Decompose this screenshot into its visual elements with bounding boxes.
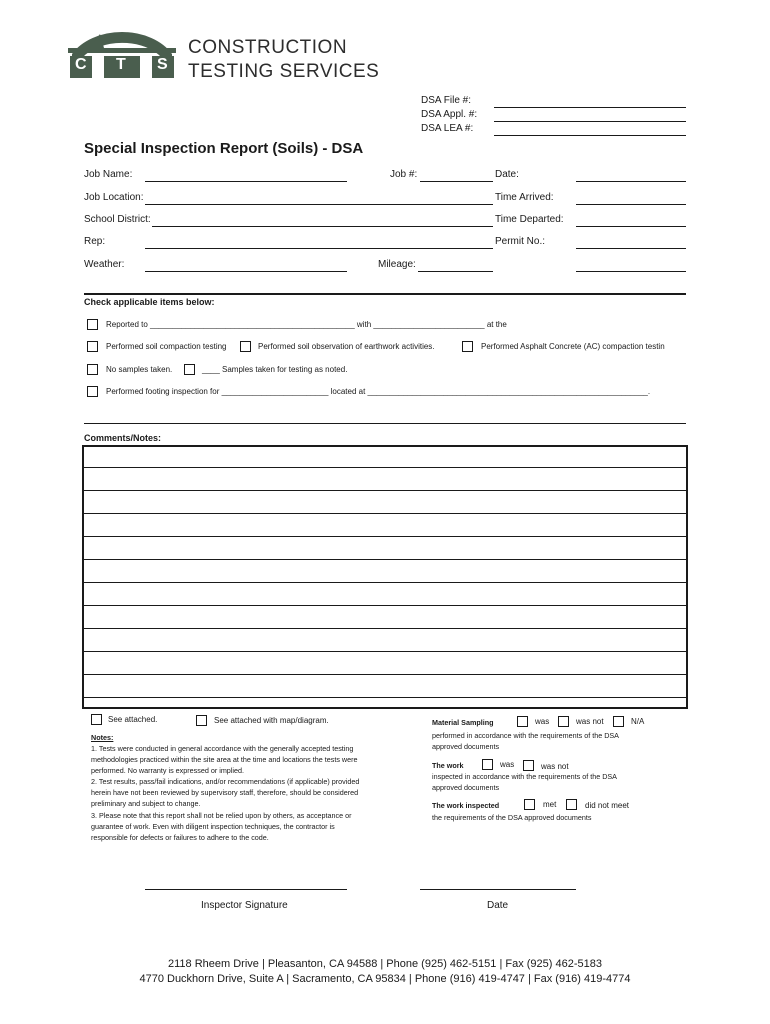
comments-row[interactable] — [84, 536, 686, 537]
comments-row[interactable] — [84, 697, 686, 698]
report-title: Special Inspection Report (Soils) - DSA — [84, 140, 364, 157]
samples-taken-checkbox[interactable] — [184, 364, 195, 375]
asphalt-checkbox[interactable] — [462, 341, 473, 352]
signature-date-label: Date — [487, 900, 509, 911]
comments-row[interactable] — [84, 582, 686, 583]
material-was-text: was — [535, 717, 550, 726]
soil-compaction-text: Performed soil compaction testing — [106, 342, 227, 351]
job-location-label: Job Location: — [84, 192, 144, 203]
asphalt-text: Performed Asphalt Concrete (AC) compaction testin — [481, 342, 665, 351]
material-na-checkbox[interactable] — [613, 716, 624, 727]
company-logo — [64, 20, 180, 82]
dsa-file-label: DSA File #: — [421, 95, 472, 106]
soil-observation-text: Performed soil observation of earthwork activities. — [258, 342, 435, 351]
see-attached-map-text: See attached with map/diagram. — [214, 716, 329, 725]
mileage-label: Mileage: — [378, 259, 416, 270]
dsa-file-field[interactable] — [494, 107, 686, 108]
reported-to-checkbox[interactable] — [87, 319, 98, 330]
comments-row[interactable] — [84, 674, 686, 675]
date-field[interactable] — [576, 181, 686, 182]
job-number-label: Job #: — [390, 169, 418, 180]
material-line2: approved documents — [432, 742, 500, 751]
footing-text: Performed footing inspection for ________________________ located at _______________________________________________________________. — [106, 387, 651, 396]
material-na-text: N/A — [631, 717, 645, 726]
job-name-label: Job Name: — [84, 169, 133, 180]
material-was-checkbox[interactable] — [517, 716, 528, 727]
job-number-field[interactable] — [420, 181, 493, 182]
dsa-appl-label: DSA Appl. #: — [421, 109, 478, 120]
samples-taken-text: ____ Samples taken for testing as noted. — [202, 365, 348, 374]
footer-address-line2: 4770 Duckhorn Drive, Suite A | Sacramento, CA 95834 | Phone (916) 419-4747 | Fax (916) 419-4774 — [139, 973, 631, 985]
see-attached-checkbox[interactable] — [91, 714, 102, 725]
notes-line: 1. Tests were conducted in general accordance with the generally accepted testing — [91, 744, 354, 753]
comments-row[interactable] — [84, 605, 686, 606]
notes-line: preliminary and subject to change. — [91, 799, 201, 808]
material-sampling-label: Material Sampling — [432, 718, 494, 727]
notes-line: guarantee of work. Even with diligent inspection techniques, the contractor is — [91, 822, 335, 831]
no-samples-checkbox[interactable] — [87, 364, 98, 375]
work-was-checkbox[interactable] — [482, 759, 493, 770]
work-inspected-line1: the requirements of the DSA approved documents — [432, 813, 592, 822]
material-was-not-checkbox[interactable] — [558, 716, 569, 727]
inspector-signature-field[interactable] — [145, 889, 347, 890]
work-line2: approved documents — [432, 783, 500, 792]
soil-compaction-checkbox[interactable] — [87, 341, 98, 352]
work-was-text: was — [500, 760, 515, 769]
material-line1: performed in accordance with the requirements of the DSA — [432, 731, 619, 740]
section-divider-2 — [84, 423, 686, 424]
comments-heading: Comments/Notes: — [84, 433, 162, 443]
reported-to-text: Reported to ______________________________________________ with _________________________ at the — [106, 320, 507, 329]
check-heading: Check applicable items below: — [84, 297, 215, 307]
notes-line: methodologies practiced within the site area at the time and locations the tests were — [91, 755, 358, 764]
section-divider — [84, 293, 686, 295]
inspector-signature-label: Inspector Signature — [201, 900, 288, 911]
work-inspected-label: The work inspected — [432, 801, 500, 810]
logo-letter-s: S — [157, 56, 168, 73]
job-location-field[interactable] — [145, 204, 493, 205]
weather-field[interactable] — [145, 271, 347, 272]
footer-address-line1: 2118 Rheem Drive | Pleasanton, CA 94588 | Phone (925) 462-5151 | Fax (925) 462-5183 — [168, 958, 602, 970]
comments-row[interactable] — [84, 513, 686, 514]
date-label: Date: — [495, 169, 519, 180]
footing-checkbox[interactable] — [87, 386, 98, 397]
school-district-field[interactable] — [152, 226, 493, 227]
signature-date-field[interactable] — [420, 889, 576, 890]
job-name-field[interactable] — [145, 181, 347, 182]
weather-label: Weather: — [84, 259, 125, 270]
see-attached-map-checkbox[interactable] — [196, 715, 207, 726]
comments-row[interactable] — [84, 651, 686, 652]
company-name-line1: CONSTRUCTION — [188, 37, 348, 58]
soil-observation-checkbox[interactable] — [240, 341, 251, 352]
notes-title: Notes: — [91, 733, 114, 742]
time-arrived-label: Time Arrived: — [495, 192, 554, 203]
work-did-not-meet-text: did not meet — [585, 801, 630, 810]
time-departed-label: Time Departed: — [495, 214, 564, 225]
dsa-appl-field[interactable] — [494, 121, 686, 122]
time-departed-field[interactable] — [576, 226, 686, 227]
work-line1: inspected in accordance with the requirements of the DSA — [432, 772, 617, 781]
comments-box[interactable] — [82, 445, 688, 709]
no-samples-text: No samples taken. — [106, 365, 173, 374]
notes-line: performed. No warranty is expressed or implied. — [91, 766, 244, 775]
comments-row[interactable] — [84, 467, 686, 468]
mileage-extra-field[interactable] — [576, 271, 686, 272]
permit-label: Permit No.: — [495, 236, 546, 247]
mileage-field[interactable] — [418, 271, 493, 272]
permit-field[interactable] — [576, 248, 686, 249]
notes-line: herein have not been reviewed by supervisory staff, therefore, should be considered — [91, 788, 359, 797]
notes-line: 3. Please note that this report shall not be relied upon by others, as acceptance or — [91, 811, 352, 820]
rep-field[interactable] — [145, 248, 493, 249]
work-did-not-meet-checkbox[interactable] — [566, 799, 577, 810]
notes-line: responsible for defects or failures to adhere to the code. — [91, 833, 269, 842]
comments-row[interactable] — [84, 490, 686, 491]
rep-label: Rep: — [84, 236, 106, 247]
work-label: The work — [432, 761, 464, 770]
material-was-not-text: was not — [576, 717, 604, 726]
see-attached-text: See attached. — [108, 715, 158, 724]
dsa-lea-field[interactable] — [494, 135, 686, 136]
company-name-line2: TESTING SERVICES — [188, 61, 380, 82]
work-was-not-checkbox[interactable] — [523, 760, 534, 771]
comments-row[interactable] — [84, 628, 686, 629]
dsa-lea-label: DSA LEA #: — [421, 123, 474, 134]
work-met-text: met — [543, 800, 557, 809]
school-district-label: School District: — [84, 214, 151, 225]
work-met-checkbox[interactable] — [524, 799, 535, 810]
time-arrived-field[interactable] — [576, 204, 686, 205]
notes-line: 2. Test results, pass/fail indications, and/or recommendations (if applicable) provided — [91, 777, 360, 786]
work-was-not-text: was not — [541, 762, 569, 771]
logo-letter-t: T — [116, 56, 126, 73]
comments-row[interactable] — [84, 559, 686, 560]
logo-letter-c: C — [75, 56, 87, 73]
